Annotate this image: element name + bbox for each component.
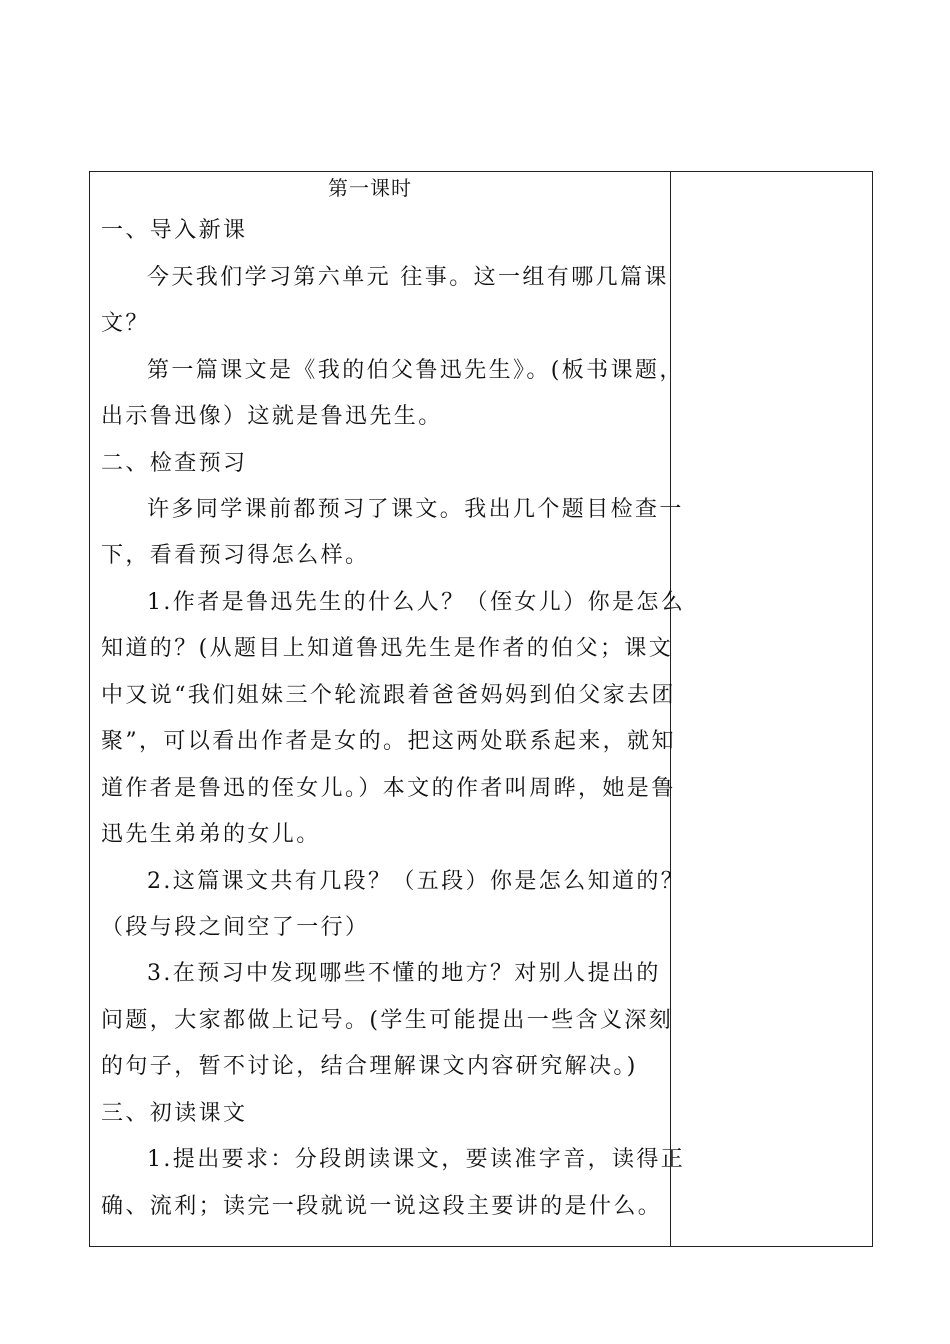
paragraph-line: 文？ [101, 311, 150, 336]
paragraph-line: 道作者是鲁迅的侄女儿。）本文的作者叫周晔，她是鲁 [101, 776, 676, 801]
paragraph-line: 问题，大家都做上记号。(学生可能提出一些含义深刻 [101, 1008, 674, 1033]
lesson-plan-table [89, 171, 873, 1247]
paragraph-line: 出示鲁迅像）这就是鲁迅先生。 [101, 404, 443, 429]
paragraph-line: 中又说“我们姐妹三个轮流跟着爸爸妈妈到伯父家去团 [101, 683, 676, 708]
lesson-title: 第一课时 [328, 176, 412, 200]
paragraph-line: （段与段之间空了一行） [101, 915, 370, 940]
lesson-content-cell [90, 172, 686, 1246]
question-line: 2.这篇课文共有几段？（五段）你是怎么知道的？ [147, 869, 686, 894]
question-line: 3.在预习中发现哪些不懂的地方？对别人提出的 [147, 961, 661, 986]
question-line: 1.提出要求：分段朗读课文，要读准字音，读得正 [147, 1147, 686, 1172]
paragraph-line: 知道的？(从题目上知道鲁迅先生是作者的伯父；课文 [101, 636, 674, 661]
paragraph-line: 聚”，可以看出作者是女的。把这两处联系起来，就知 [101, 729, 676, 754]
paragraph-line: 确、流利；读完一段就说一说这段主要讲的是什么。 [101, 1194, 663, 1219]
paragraph-line: 许多同学课前都预习了课文。我出几个题目检查一 [147, 497, 684, 522]
section-heading-check-preview: 二、检查预习 [101, 451, 248, 476]
paragraph-line: 下，看看预习得怎么样。 [101, 543, 370, 568]
paragraph-line: 的句子，暂不讨论，结合理解课文内容研究解决。) [101, 1054, 638, 1079]
section-heading-first-reading: 三、初读课文 [101, 1101, 248, 1126]
section-heading-intro: 一、导入新课 [101, 218, 248, 243]
notes-cell [671, 172, 872, 1246]
paragraph-line: 第一篇课文是《我的伯父鲁迅先生》。(板书课题， [147, 358, 684, 383]
paragraph-line: 迅先生弟弟的女儿。 [101, 822, 321, 847]
question-line: 1.作者是鲁迅先生的什么人？（侄女儿）你是怎么 [147, 590, 686, 615]
paragraph-line: 今天我们学习第六单元 往事。这一组有哪几篇课 [147, 265, 669, 290]
